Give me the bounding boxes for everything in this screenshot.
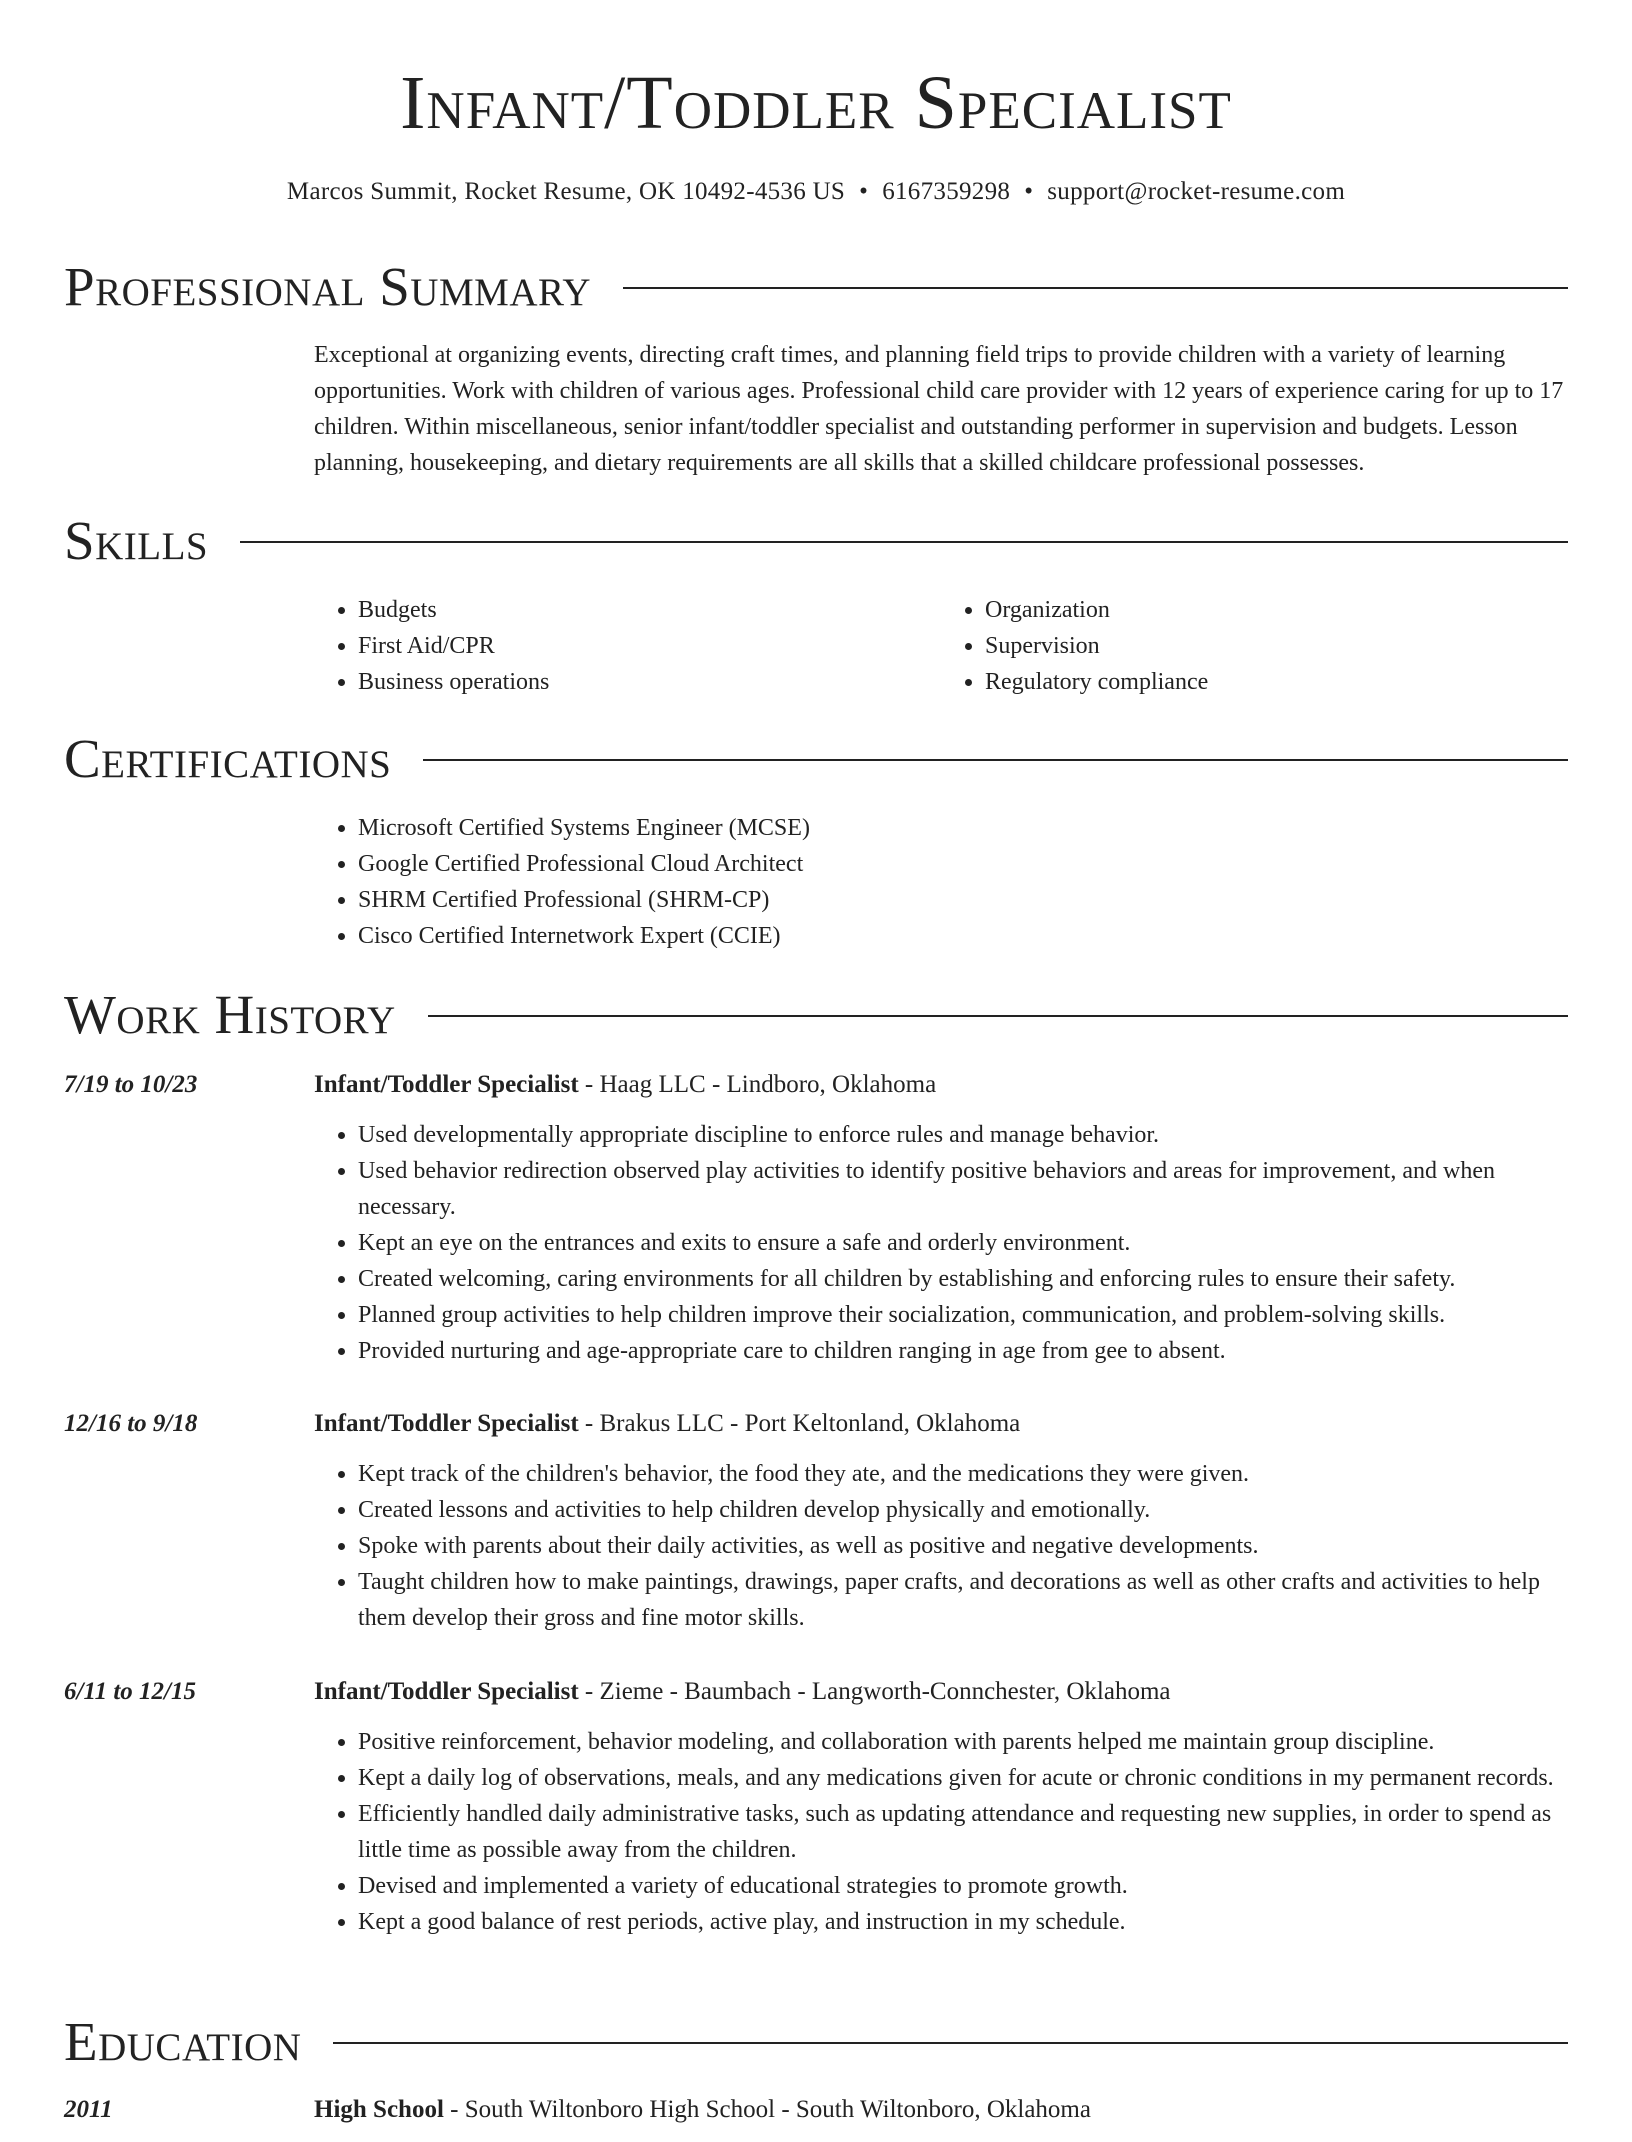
skill-item: • Supervision	[985, 628, 1568, 664]
job-bullet: • Devised and implemented a variety of educational strategies to promote growth.	[358, 1868, 1568, 1904]
job-heading	[314, 1406, 1568, 1442]
job-bullet: • Kept an eye on the entrances and exits to ensure a safe and orderly environment.	[358, 1225, 1568, 1261]
job-date: 6/11 to 12/15	[64, 1678, 196, 1705]
job-bullets	[314, 1117, 1568, 1369]
education-entry	[314, 2092, 1568, 2142]
job-bullet: • Spoke with parents about their daily activities, as well as positive and negative developments.	[358, 1528, 1568, 1564]
job-heading	[314, 1674, 1568, 1710]
section-header-summary	[64, 252, 1568, 322]
education-date: 2011	[64, 2096, 113, 2123]
skills-column-right	[941, 592, 1568, 700]
contact-separator: •	[859, 178, 869, 205]
section-header-skills	[64, 506, 1568, 576]
job-bullet: • Used behavior redirection observed play activities to identify positive behaviors and areas for improvement, and when necessary.	[358, 1153, 1568, 1225]
section-divider	[423, 759, 1568, 761]
job-employer: - Haag LLC - Lindboro, Oklahoma	[578, 1071, 937, 1098]
job-employer: - Zieme - Baumbach - Langworth-Connchester, Oklahoma	[578, 1678, 1171, 1705]
contact-phone: 6167359298	[882, 178, 1011, 205]
job-entry	[314, 1674, 1568, 1940]
job-bullet: • Used developmentally appropriate discipline to enforce rules and manage behavior.	[358, 1117, 1568, 1153]
job-date: 7/19 to 10/23	[64, 1071, 198, 1098]
summary-text: Exceptional at organizing events, directing craft times, and planning field trips to provide children with a variety of learning opportunities. Work with children of various ages. Professional child care provider with 12 years of experience caring for up to 17 children. Within miscellaneous, senior infant/toddler specialist and outstanding performer in supervision and budgets. Lesson planning, housekeeping, and dietary requirements are all skills that a skilled childcare professional possesses.	[314, 342, 1564, 476]
job-bullet: • Taught children how to make paintings, drawings, paper crafts, and decorations as well as other crafts and activities to help them develop their gross and fine motor skills.	[358, 1564, 1568, 1636]
contact-address: Marcos Summit, Rocket Resume, OK 10492-4536 US	[286, 178, 846, 205]
skills-list	[314, 592, 1568, 700]
job-entry	[314, 1067, 1568, 1369]
job-employer: - Brakus LLC - Port Keltonland, Oklahoma	[578, 1410, 1021, 1437]
section-header-certifications	[64, 724, 1568, 794]
certification-item: • Google Certified Professional Cloud Architect	[358, 846, 1568, 882]
job-entry	[314, 1406, 1568, 1636]
skills-column-left	[314, 592, 941, 700]
job-bullet: • Efficiently handled daily administrative tasks, such as updating attendance and requesting new supplies, in order to spend as little time as possible away from the children.	[358, 1796, 1568, 1868]
certifications-list	[314, 810, 1568, 954]
job-bullet: • Kept track of the children's behavior, the food they ate, and the medications they were given.	[358, 1456, 1568, 1492]
job-title: Infant/Toddler Specialist	[314, 1071, 579, 1098]
job-bullets	[314, 1456, 1568, 1636]
education-heading	[314, 2092, 1568, 2128]
certification-item: • SHRM Certified Professional (SHRM-CP)	[358, 882, 1568, 918]
summary-block	[314, 337, 1568, 481]
section-header-work	[64, 980, 1568, 1050]
skill-item: • Budgets	[358, 592, 941, 628]
section-header-education	[64, 2007, 1568, 2077]
skill-item: • First Aid/CPR	[358, 628, 941, 664]
job-bullet: • Kept a good balance of rest periods, active play, and instruction in my schedule.	[358, 1904, 1568, 1940]
section-title-certifications: Certifications	[64, 728, 392, 789]
job-title: Infant/Toddler Specialist	[314, 1678, 579, 1705]
contact-line	[0, 174, 1632, 210]
certification-item: • Cisco Certified Internetwork Expert (CCIE)	[358, 918, 1568, 954]
resume-name: Infant/Toddler Specialist	[400, 61, 1232, 145]
section-divider	[428, 1015, 1568, 1017]
job-bullet: • Created lessons and activities to help children develop physically and emotionally.	[358, 1492, 1568, 1528]
skill-item: • Organization	[985, 592, 1568, 628]
job-bullet: • Created welcoming, caring environments for all children by establishing and enforcing rules to ensure their safety.	[358, 1261, 1568, 1297]
section-divider	[240, 541, 1568, 543]
education-school: - South Wiltonboro High School - South Wiltonboro, Oklahoma	[443, 2096, 1091, 2123]
education-degree: High School	[314, 2096, 444, 2123]
section-title-summary: Professional Summary	[64, 256, 592, 317]
skill-item: • Business operations	[358, 664, 941, 700]
section-title-work: Work History	[64, 984, 396, 1045]
job-title: Infant/Toddler Specialist	[314, 1410, 579, 1437]
job-bullet: • Positive reinforcement, behavior modeling, and collaboration with parents helped me maintain group discipline.	[358, 1724, 1568, 1760]
section-divider	[333, 2042, 1568, 2044]
job-bullet: • Planned group activities to help children improve their socialization, communication, and problem-solving skills.	[358, 1297, 1568, 1333]
certifications-block	[314, 810, 1568, 954]
section-title-skills: Skills	[64, 510, 209, 571]
contact-email: support@rocket-resume.com	[1047, 178, 1346, 205]
contact-separator: •	[1024, 178, 1034, 205]
skill-item: • Regulatory compliance	[985, 664, 1568, 700]
job-bullet: • Provided nurturing and age-appropriate care to children ranging in age from gee to absent.	[358, 1333, 1568, 1369]
job-heading	[314, 1067, 1568, 1103]
job-bullet: • Kept a daily log of observations, meals, and any medications given for acute or chronic conditions in my permanent records.	[358, 1760, 1568, 1796]
section-title-education: Education	[64, 2011, 302, 2072]
section-divider	[623, 287, 1568, 289]
job-date: 12/16 to 9/18	[64, 1410, 198, 1437]
certification-item: • Microsoft Certified Systems Engineer (MCSE)	[358, 810, 1568, 846]
job-bullets	[314, 1724, 1568, 1940]
